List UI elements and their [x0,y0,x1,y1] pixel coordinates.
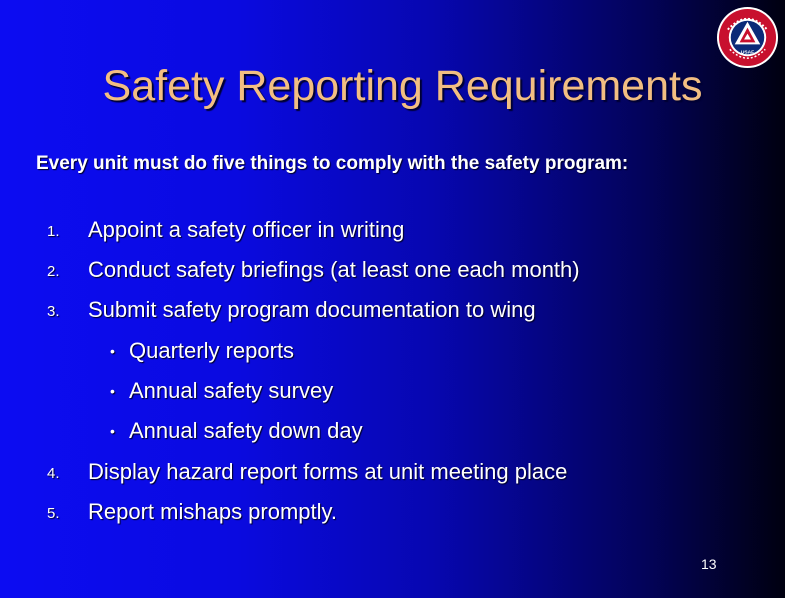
list-item-text: Appoint a safety officer in writing [88,217,405,242]
list-item-text: Submit safety program documentation to wing [88,297,536,322]
bullet-icon: • [110,383,115,399]
slide-title: Safety Reporting Requirements [102,62,703,110]
civil-air-patrol-emblem-icon [716,6,779,69]
sub-list-item-text: Annual safety survey [129,378,334,403]
list-item-text: Report mishaps promptly. [88,499,338,524]
logo-center-text: USAF [740,50,755,56]
sub-list-item-text: Annual safety down day [129,418,363,443]
list-item-number: 2. [47,263,60,280]
list-item-text: Conduct safety briefings (at least one each month) [88,257,580,282]
slide-intro: Every unit must do five things to comply with the safety program: [36,153,629,174]
list-item-number: 1. [47,223,60,240]
list-item-text: Display hazard report forms at unit meeting place [88,459,568,484]
bullet-icon: • [110,423,115,439]
sub-list-item-text: Quarterly reports [129,338,295,363]
page-number: 13 [701,556,717,572]
list-item-number: 5. [47,505,60,522]
bullet-icon: • [110,343,115,359]
list-item-number: 4. [47,465,60,482]
list-item-number: 3. [47,303,60,320]
